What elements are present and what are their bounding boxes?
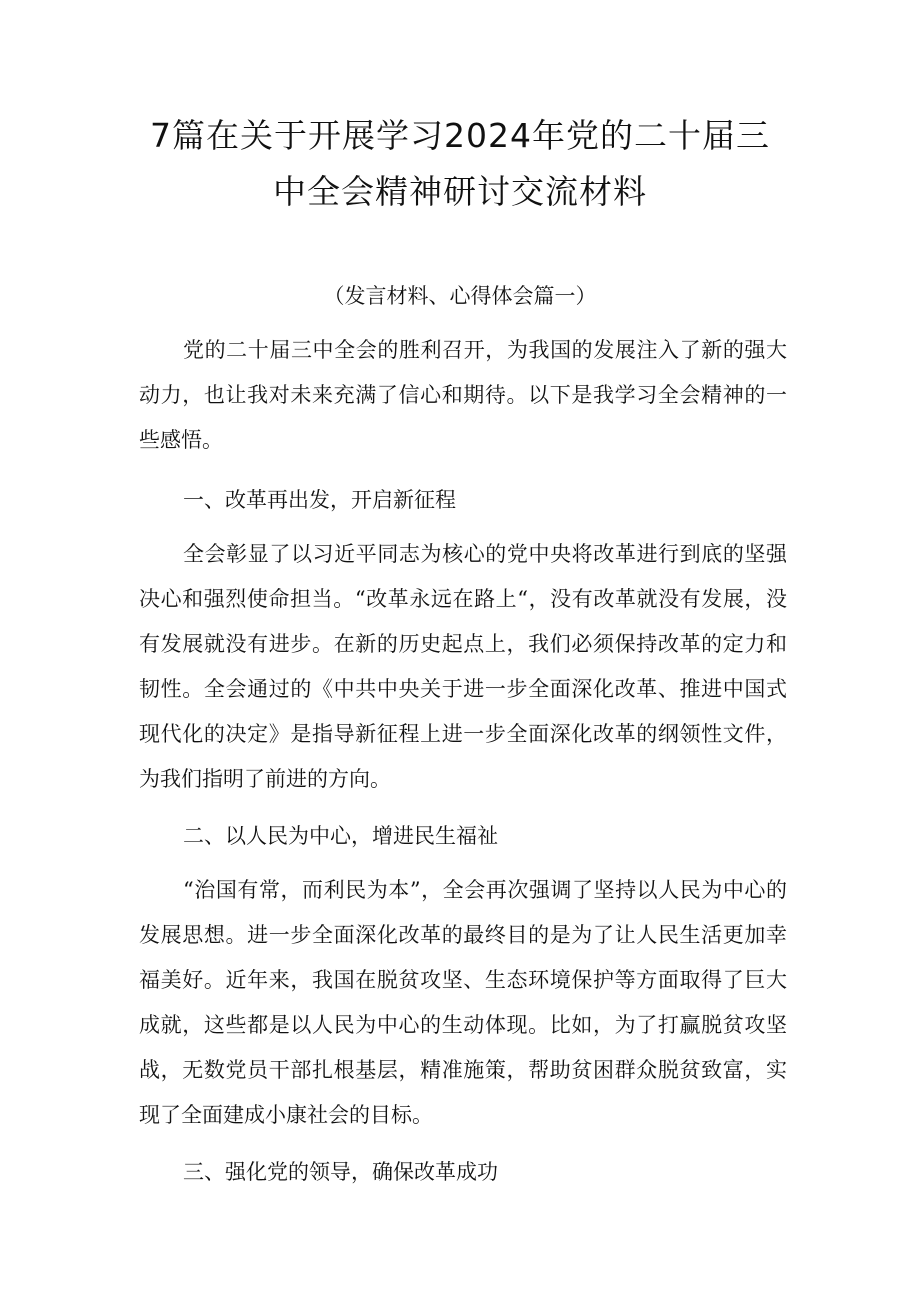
- document-subtitle: （发言材料、心得体会篇一）: [323, 284, 597, 308]
- section-1-heading: 一、改革再出发，开启新征程: [183, 488, 456, 512]
- title-line-2: 中全会精神研讨交流材料: [273, 172, 647, 211]
- section-3-heading: 三、强化党的领导，确保改革成功: [183, 1160, 498, 1184]
- section-2-heading: 二、以人民为中心，增进民生福祉: [183, 824, 498, 848]
- section-2-body: “治国有常，而利民为本”，全会再次强调了坚持以人民为中心的发展思想。进一步全面深化改革的最终目的是为了让人民生活更加幸福美好。近年来，我国在脱贫攻坚、生态环境保护等方面取得了巨大成就，这些都是以人民为中心的生动体现。比如，为了打赢脱贫攻坚战，无数党员干部扎根基层，精准施策，帮助贫困群众脱贫致富，实现了全面建成小康社会的目标。: [139, 878, 787, 1127]
- section-1-body: 全会彰显了以习近平同志为核心的党中央将改革进行到底的坚强决心和强烈使命担当。“改革永远在路上“，没有改革就没有发展，没有发展就没有进步。在新的历史起点上，我们必须保持改革的定力和韧性。全会通过的《中共中央关于进一步全面深化改革、推进中国式现代化的决定》是指导新征程上进一步全面深化改革的纲领性文件，为我们指明了前进的方向。: [139, 542, 787, 791]
- intro-paragraph: 党的二十届三中全会的胜利召开，为我国的发展注入了新的强大动力，也让我对未来充满了信心和期待。以下是我学习全会精神的一些感悟。: [139, 338, 787, 452]
- title-line-1: 7篇在关于开展学习2024年党的二十届三: [150, 116, 770, 155]
- document-title: [100, 108, 820, 220]
